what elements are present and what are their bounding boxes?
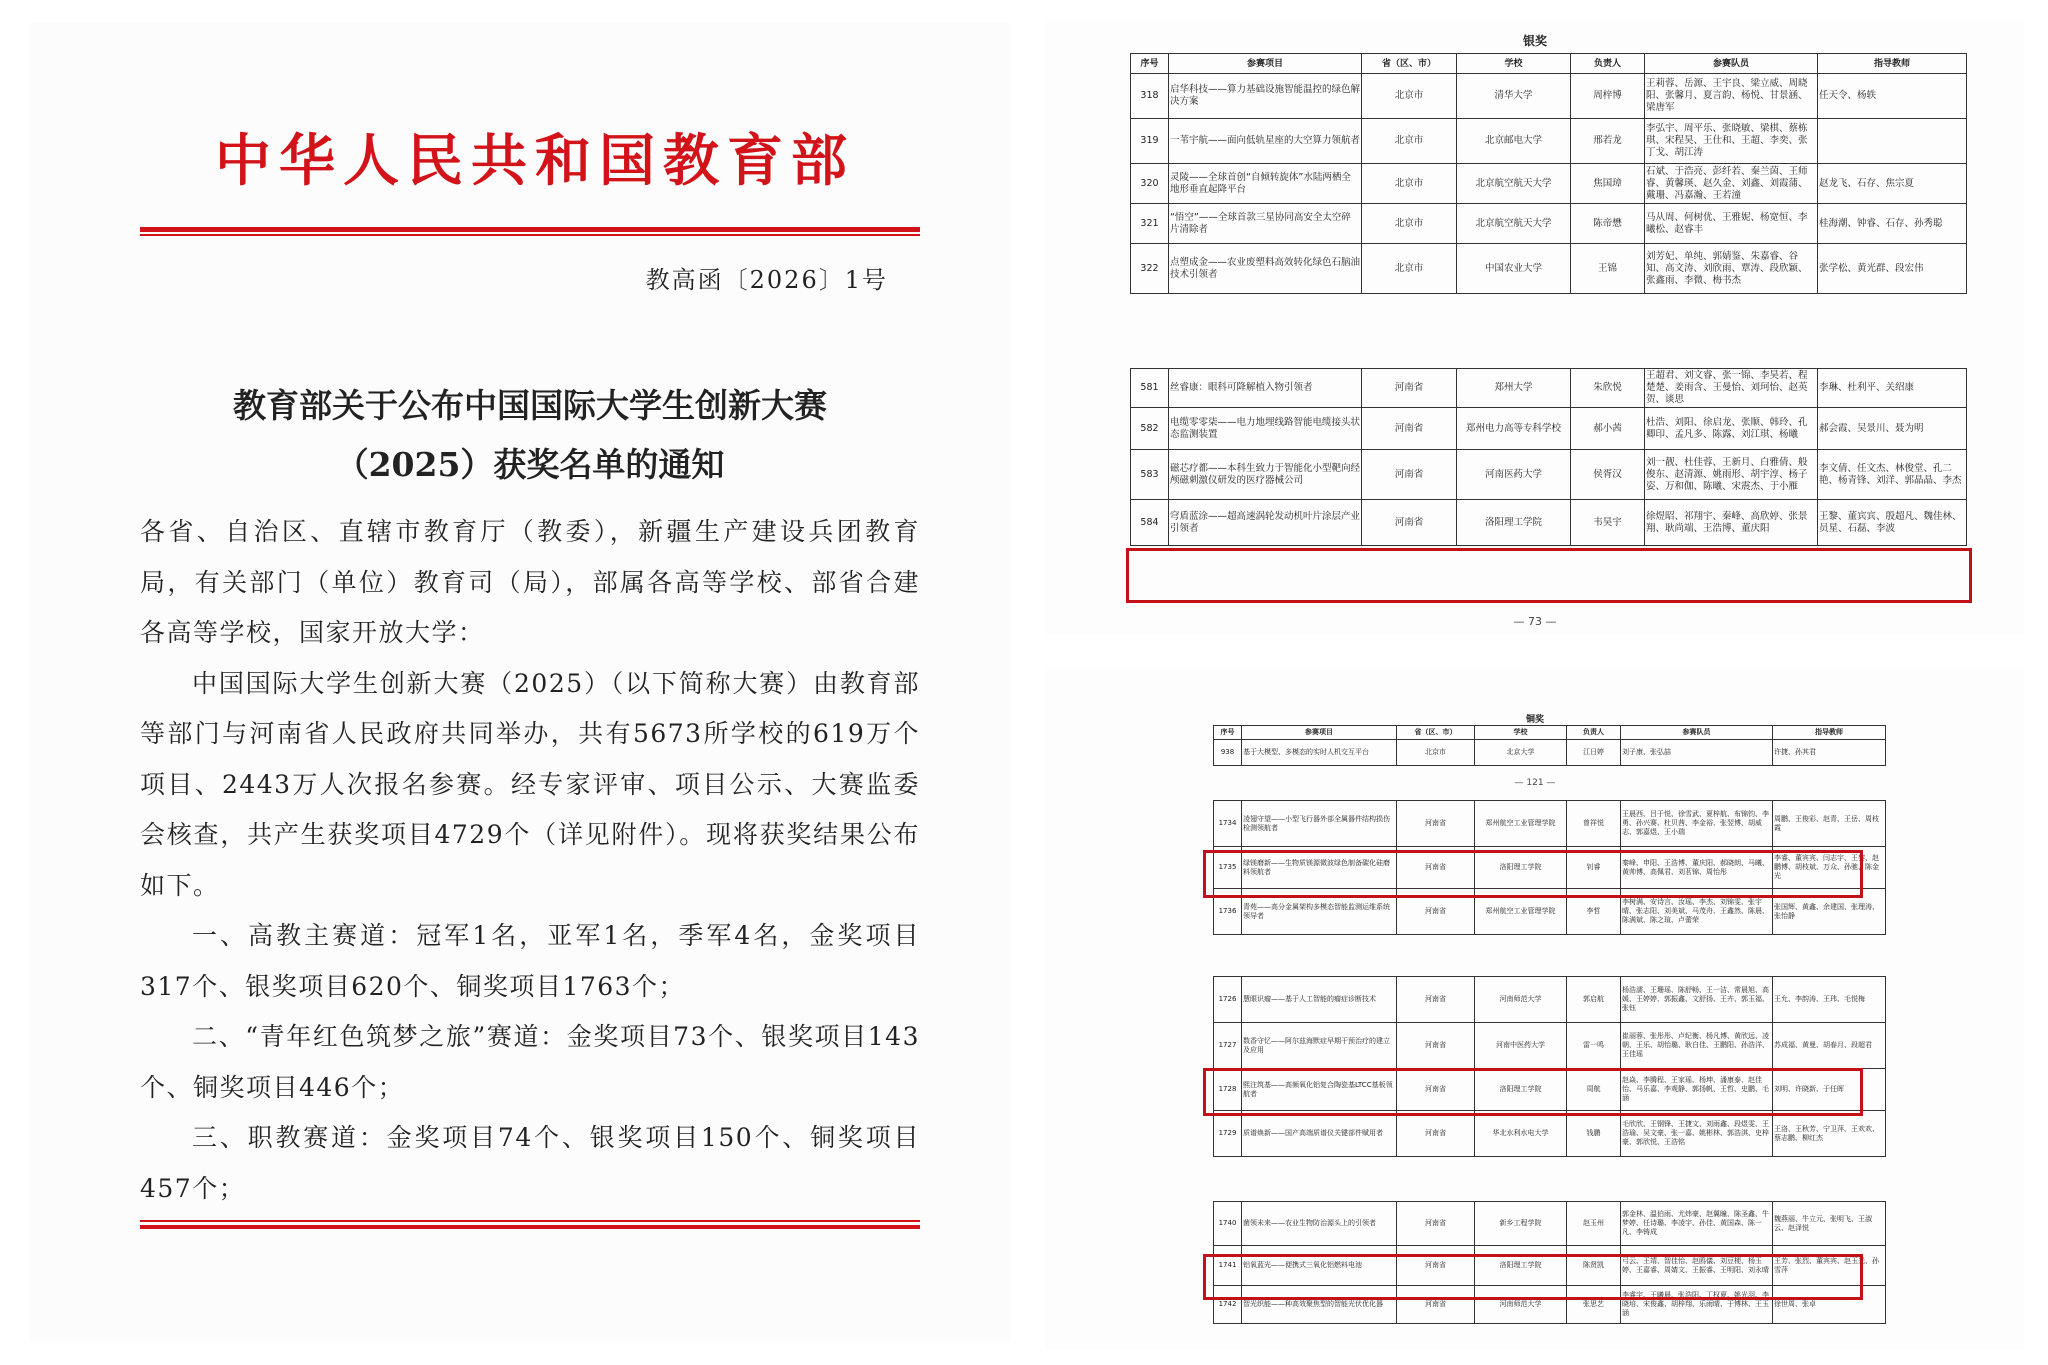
cell-members: 石斌、于浩亮、彭纤若、秦兰茵、王师睿、黄馨瑛、赵久金、刘鑫、刘霞蒲、戴珊、冯嘉瀚、王若潼 xyxy=(1645,164,1818,204)
cell-school: 河南师范大学 xyxy=(1475,1286,1567,1324)
cell-school: 北京邮电大学 xyxy=(1457,119,1571,164)
cell-members: 杨浩濡、王珊瑶、陈舒畅、王一洁、常晨旭、高媛、王婷婷、郭振鑫、文舒扬、王卉、郭玉福、张钰 xyxy=(1621,977,1773,1023)
cell-teachers: 王黎、董宾宾、殷超凡、魏佳林、员星、石磊、李波 xyxy=(1818,500,1967,546)
col-header: 参赛项目 xyxy=(1169,54,1362,74)
cell-teachers: 王洛、王秋芳、宁卫萍、王欢欢、蔡志鹏、柳红杰 xyxy=(1773,1111,1886,1157)
table-row xyxy=(1131,500,1967,546)
cell-leader: 张思艺 xyxy=(1567,1286,1621,1324)
cell-project: “悟空”——全球首款三星协同高安全太空碎片清除者 xyxy=(1169,204,1362,244)
cell-no: 583 xyxy=(1131,450,1169,500)
highlight-box-584 xyxy=(1126,548,1972,603)
cell-project: 点塑成金——农业废塑料高效转化绿色石脑油技术引领者 xyxy=(1169,244,1362,294)
cell-leader: 雷一鸣 xyxy=(1567,1023,1621,1069)
table-row xyxy=(1131,74,1967,119)
cell-province: 河南省 xyxy=(1397,1286,1475,1324)
cell-school: 北京航空航天大学 xyxy=(1457,164,1571,204)
cell-project: 灵陵——全球首创“自倾转旋体”水陆两栖全地形垂直起降平台 xyxy=(1169,164,1362,204)
cell-school: 洛阳理工学院 xyxy=(1475,1246,1567,1286)
cell-project: 电缆零零柒——电力地埋线路智能电缆接头状态监测装置 xyxy=(1169,408,1362,450)
cell-school: 郑州航空工业管理学院 xyxy=(1475,889,1567,935)
cell-leader: 朱欣悦 xyxy=(1571,369,1645,408)
cell-leader: 曾祥悦 xyxy=(1567,801,1621,847)
footer-red-rule xyxy=(140,1225,920,1229)
cell-province: 河南省 xyxy=(1362,450,1457,500)
result-item-3: 三、职教赛道：金奖项目74个、银奖项目150个、铜奖项目457个； xyxy=(140,1123,920,1203)
table-row xyxy=(1131,119,1967,164)
cell-members: 王莉蓉、岳源、王宇良、梁立威、周晓阳、张馨月、夏言韵、杨悦、甘景涵、梁唐军 xyxy=(1645,74,1818,119)
cell-leader: 韦昊宇 xyxy=(1571,500,1645,546)
cell-province: 河南省 xyxy=(1397,1246,1475,1286)
cell-school: 河南师范大学 xyxy=(1475,977,1567,1023)
cell-teachers: 张国辉、黄鑫、余建国、张理涛、张怡静 xyxy=(1773,889,1886,935)
table-row xyxy=(1131,204,1967,244)
table-row xyxy=(1214,977,1886,1023)
col-header: 负责人 xyxy=(1567,726,1621,740)
cell-members: 杜浩、刘阳、徐启龙、张顺、韩玲、孔卿印、孟凡多、陈露、刘江琪、杨曦 xyxy=(1645,408,1818,450)
cell-leader: 周航 xyxy=(1567,1069,1621,1111)
cell-no: 320 xyxy=(1131,164,1169,204)
cell-leader: 王锦 xyxy=(1571,244,1645,294)
table-row xyxy=(1131,450,1967,500)
cell-project: 智光织能——种高效聚焦型的智能光伏优化器 xyxy=(1242,1286,1397,1324)
cell-project: 丝睿康：眼科可降解植入物引领者 xyxy=(1169,369,1362,408)
cell-members: 刘芳妃、单纯、郭婧鉴、朱嘉睿、谷知、高文涛、刘欣雨、覃涛、段欣颖、张鑫雨、李微、梅书杰 xyxy=(1645,244,1818,294)
cell-no: 1727 xyxy=(1214,1023,1242,1069)
cell-leader: 郝小茜 xyxy=(1571,408,1645,450)
cell-teachers: 李睿、董宾宾、闫志宇、王黎、赵鹏博、胡枝斌、万众、孙驰、陈金光 xyxy=(1773,847,1886,889)
cell-province: 河南省 xyxy=(1397,801,1475,847)
cell-leader: 周梓博 xyxy=(1571,74,1645,119)
cell-no: 1726 xyxy=(1214,977,1242,1023)
cell-leader: 陈帝懋 xyxy=(1571,204,1645,244)
cell-project: 菌领未来——农业生物防治源头上的引领者 xyxy=(1242,1202,1397,1246)
cell-project: 绿镁磨新——生物质镁源微波绿色制备碳化硅磨料领航者 xyxy=(1242,847,1397,889)
cell-leader: 邢若龙 xyxy=(1571,119,1645,164)
cell-no: 1734 xyxy=(1214,801,1242,847)
cell-members: 毛欣欣、王钢锋、王捷文、刘雨鑫、段煜雯、王浩瑜、吴文豪、张一嘉、姚彬林、郭浩淇、史梓豪、郭欣悦、王浩铭 xyxy=(1621,1111,1773,1157)
cell-no: 584 xyxy=(1131,500,1169,546)
col-header: 学校 xyxy=(1475,726,1567,740)
cell-school: 清华大学 xyxy=(1457,74,1571,119)
cell-members: 赵焱、李腾程、王家瑶、杨坤、潘康泰、赵佳怡、马乐嘉、李观静、郭扬帆、王哲、史鹏、毛涵 xyxy=(1621,1069,1773,1111)
cell-leader: 郭启航 xyxy=(1567,977,1621,1023)
cell-school: 洛阳理工学院 xyxy=(1457,500,1571,546)
cell-teachers: 苏成福、黄曼、胡春月、段超君 xyxy=(1773,1023,1886,1069)
cell-school: 洛阳理工学院 xyxy=(1475,1069,1567,1111)
cell-leader: 侯胥汉 xyxy=(1571,450,1645,500)
cell-school: 郑州大学 xyxy=(1457,369,1571,408)
salutation: 各省、自治区、直辖市教育厅（教委），新疆生产建设兵团教育局，有关部门（单位）教育司（局），部属各高等学校、部省合建各高等学校，国家开放大学： xyxy=(140,517,920,647)
cell-province: 北京市 xyxy=(1362,204,1457,244)
cell-no: 319 xyxy=(1131,119,1169,164)
bronze-table-top xyxy=(1213,725,1886,766)
cell-teachers: 任天令、杨轶 xyxy=(1818,74,1967,119)
cell-province: 北京市 xyxy=(1362,164,1457,204)
table-row xyxy=(1214,1111,1886,1157)
cell-project: 凌翅守望——小型飞行器外部全属器件结构损伤检测领航者 xyxy=(1242,801,1397,847)
col-header: 指导教师 xyxy=(1818,54,1967,74)
cell-project: 穹盾蓝涂——超高速涡轮发动机叶片涂层产业引领者 xyxy=(1169,500,1362,546)
cell-teachers: 周鹏、王俊彩、赵青、王岳、周枝霞 xyxy=(1773,801,1886,847)
cell-no: 1741 xyxy=(1214,1246,1242,1286)
highlight-box-1735 xyxy=(1203,850,1863,898)
cell-province: 河南省 xyxy=(1397,1069,1475,1111)
cell-teachers: 桂海潮、钟睿、石存、孙秀聪 xyxy=(1818,204,1967,244)
cell-teachers: 赵龙飞、石存、焦宗夏 xyxy=(1818,164,1967,204)
cell-school: 洛阳理工学院 xyxy=(1475,847,1567,889)
notice-title-line1: 教育部关于公布中国国际大学生创新大赛 xyxy=(233,386,827,425)
cell-province: 河南省 xyxy=(1397,1023,1475,1069)
table-row xyxy=(1131,408,1967,450)
bronze-page-number: — 121 — xyxy=(1514,778,1556,788)
cell-teachers: 张学松、黄光群、段宏伟 xyxy=(1818,244,1967,294)
cell-province: 河南省 xyxy=(1362,369,1457,408)
bronze-group2-body xyxy=(1214,977,1886,1157)
cell-members: 李弘宇、周平乐、张晓敏、梁棋、蔡栋琪、宋程昊、王仕和、王超、李奕、张丁戈、胡江涛 xyxy=(1645,119,1818,164)
cell-leader: 焦国璋 xyxy=(1571,164,1645,204)
silver-caption: 银奖 xyxy=(1522,34,1547,48)
cell-members: 王晨西、吕于悦、徐雪武、夏梓航、布锦钧、李勇、孙兴赛、杜贝茜、李金裕、张翌博、胡威志、郭嘉煜、王小瑞 xyxy=(1621,801,1773,847)
col-header: 参赛队员 xyxy=(1645,54,1818,74)
cell-project: 青苑——高分金属架构多模态智能监测运维系统领导者 xyxy=(1242,889,1397,935)
cell-teachers: 王允、李韵涛、王玮、毛悦梅 xyxy=(1773,977,1886,1023)
silver-table-b xyxy=(1130,368,1967,546)
cell-members: 弓云、王靖、智佳怡、赵鸥儀、刘豆梗、杨玉婷、王嘉睿、周婧文、王振睿、王明阳、刘永晴 xyxy=(1621,1246,1773,1286)
col-header: 指导教师 xyxy=(1773,726,1886,740)
cell-province: 河南省 xyxy=(1397,1111,1475,1157)
cell-no: 1735 xyxy=(1214,847,1242,889)
cell-province: 北京市 xyxy=(1362,74,1457,119)
cell-project: 熙注筑基——高频氧化铝复合陶瓷基LTCC基板领航者 xyxy=(1242,1069,1397,1111)
cell-no: 1740 xyxy=(1214,1202,1242,1246)
cell-project: 慧眼识瘤——基于人工智能的瘤症诊断技术 xyxy=(1242,977,1397,1023)
cell-teachers: 许捷、孙其君 xyxy=(1773,740,1886,766)
highlight-box-1741 xyxy=(1203,1254,1863,1300)
bronze-award-page xyxy=(1045,668,2025,1350)
cell-leader: 钱鹏 xyxy=(1567,1111,1621,1157)
silver-b-body xyxy=(1131,369,1967,546)
cell-members: 郭金林、温伯雨、尤炜豪、赵翼瞳、陈圣鑫、牛梦婷、任诗璐、李凌宇、孙佳、黄国森、陈一凡、李铸成 xyxy=(1621,1202,1773,1246)
col-header: 学校 xyxy=(1457,54,1571,74)
cell-project: 基于大模型、多模态的实时人机交互平台 xyxy=(1242,740,1397,766)
cell-teachers xyxy=(1818,119,1967,164)
col-header: 省（区、市） xyxy=(1397,726,1475,740)
table-row xyxy=(1131,369,1967,408)
silver-award-page xyxy=(1045,20,2025,635)
cell-school: 北京大学 xyxy=(1475,740,1567,766)
cell-project: 磁芯疗都——本科生致力于智能化小型靶向经颅磁刺激仪研发的医疗器械公司 xyxy=(1169,450,1362,500)
cell-project: 一苇宇航——面向低轨星座的大空算力领航者 xyxy=(1169,119,1362,164)
cell-school: 中国农业大学 xyxy=(1457,244,1571,294)
table-row xyxy=(1214,1202,1886,1246)
cell-members: 马从周、何树优、王雅妮、杨宽恒、李曦松、赵睿丰 xyxy=(1645,204,1818,244)
cell-leader: 李哲 xyxy=(1567,889,1621,935)
ministry-header: 中华人民共和国教育部 xyxy=(215,128,855,194)
cell-members: 崔丽蓉、张彤彤、卢纪衡、杨凡博、黄欣远、凌朝、王乐、胡怡璐、耿白佳、王鹏阳、孙浩洋、王佳瑶 xyxy=(1621,1023,1773,1069)
col-header: 省（区、市） xyxy=(1362,54,1457,74)
table-row xyxy=(1131,244,1967,294)
cell-teachers: 刘明、许晓新、于任晖 xyxy=(1773,1069,1886,1111)
cell-teachers: 李文倩、任文杰、林俊堂、孔二艳、杨青锋、刘洋、郭晶晶、李杰 xyxy=(1818,450,1967,500)
cell-school: 河南中医药大学 xyxy=(1475,1023,1567,1069)
col-header: 参赛项目 xyxy=(1242,726,1397,740)
cell-leader: 钊睿 xyxy=(1567,847,1621,889)
silver-page-number: — 73 — xyxy=(1513,615,1557,628)
cell-no: 1728 xyxy=(1214,1069,1242,1111)
table-row xyxy=(1214,740,1886,766)
cell-no: 1729 xyxy=(1214,1111,1242,1157)
result-item-1: 一、高教主赛道：冠军1名，亚军1名，季军4名，金奖项目317个、银奖项目620个、铜奖项目1763个； xyxy=(140,921,920,1001)
cell-no: 321 xyxy=(1131,204,1169,244)
notice-title-line2: （2025）获奖名单的通知 xyxy=(335,445,725,484)
letter-body xyxy=(140,507,920,1214)
cell-no: 1736 xyxy=(1214,889,1242,935)
cell-province: 北京市 xyxy=(1397,740,1475,766)
cell-province: 河南省 xyxy=(1397,847,1475,889)
cell-no: 581 xyxy=(1131,369,1169,408)
bronze-table-group2 xyxy=(1213,976,1886,1157)
cell-school: 新乡工程学院 xyxy=(1475,1202,1567,1246)
cell-no: 322 xyxy=(1131,244,1169,294)
cell-project: 质谱焕新——国产高端质谱仪关键部件赋用者 xyxy=(1242,1111,1397,1157)
header-red-rule-thin xyxy=(140,234,920,236)
cell-province: 河南省 xyxy=(1362,500,1457,546)
col-header: 负责人 xyxy=(1571,54,1645,74)
cell-school: 北京航空航天大学 xyxy=(1457,204,1571,244)
cell-teachers: 王芳、张烈、董宾宾、赵玉光、孙雪萍 xyxy=(1773,1246,1886,1286)
bronze-caption: 铜奖 xyxy=(1525,715,1544,725)
official-letter-page xyxy=(30,22,1010,1342)
cell-members: 李树满、安诗言、汝瑶、李杰、刘锦雯、张宇晴、张志阳、刘美斌、马茂舟、王鑫然、陈晨、陈满斌、陈之瑄、卢蕾荣 xyxy=(1621,889,1773,935)
table-row xyxy=(1214,801,1886,847)
cell-members: 李睿宇、王曦晨、张浩阳、丁权夏、姚光羽、李晓培、宋俊鑫、胡梓翔、乐雨晴、于博林、王玉涵 xyxy=(1621,1286,1773,1324)
cell-members: 秦峰、申阳、王浩博、董庆阳、郝晓朗、马曦、黄帅博、高佩君、刘茗锦、周怡彤 xyxy=(1621,847,1773,889)
cell-project: 启华科技——算力基础设施智能温控的绿色解决方案 xyxy=(1169,74,1362,119)
cell-teachers: 郝会霞、吴景川、聂为明 xyxy=(1818,408,1967,450)
table-row xyxy=(1131,164,1967,204)
document-number: 教高函〔2026〕1号 xyxy=(645,266,888,294)
highlight-box-1728 xyxy=(1203,1068,1863,1116)
table-row xyxy=(1214,1023,1886,1069)
cell-province: 北京市 xyxy=(1362,119,1457,164)
cell-members: 王超君、刘文睿、张一锦、李昊若、程楚楚、姜雨含、王曼怡、刘珂怡、赵英贺、谈思 xyxy=(1645,369,1818,408)
result-item-2: 二、“青年红色筑梦之旅”赛道：金奖项目73个、银奖项目143个、铜奖项目446个； xyxy=(140,1022,920,1102)
cell-teachers: 魏燕丽、牛立元、张明飞、王淑云、赵泽悦 xyxy=(1773,1202,1886,1246)
cell-leader: 陈贤凯 xyxy=(1567,1246,1621,1286)
cell-school: 郑州电力高等专科学校 xyxy=(1457,408,1571,450)
header-red-rule xyxy=(140,227,920,232)
col-header: 序号 xyxy=(1214,726,1242,740)
body-paragraph: 中国国际大学生创新大赛（2025）（以下简称大赛）由教育部等部门与河南省人民政府共同举办，共有5673所学校的619万个项目、2443万人次报名参赛。经专家评审、项目公示、大赛监委会核查，共产生获奖项目4729个（详见附件）。现将获奖结果公布如下。 xyxy=(140,668,920,900)
cell-province: 河南省 xyxy=(1362,408,1457,450)
footer-red-rule-thin xyxy=(140,1220,920,1222)
cell-members: 徐煜昭、祁翔宇、秦峰、高欣婷、张景翔、耿尚端、王浩博、董庆阳 xyxy=(1645,500,1818,546)
cell-teachers: 徐世周、张卓 xyxy=(1773,1286,1886,1324)
cell-leader: 江日婷 xyxy=(1567,740,1621,766)
cell-members: 刘一靓、杜佳蓉、王新月、白雅倩、般俊东、赵清源、姚雨形、胡宇淳、杨子姿、万和伽、陈曦、宋震杰、于小雁 xyxy=(1645,450,1818,500)
cell-school: 华北水利水电大学 xyxy=(1475,1111,1567,1157)
cell-no: 1742 xyxy=(1214,1286,1242,1324)
cell-province: 北京市 xyxy=(1362,244,1457,294)
cell-project: 铝氧蓝光——便携式三氧化铝燃料电池 xyxy=(1242,1246,1397,1286)
cell-no: 318 xyxy=(1131,74,1169,119)
cell-school: 河南医药大学 xyxy=(1457,450,1571,500)
cell-school: 郑州航空工业管理学院 xyxy=(1475,801,1567,847)
cell-project: 数香守忆——阿尔兹海默症早期干预治疗的建立及应用 xyxy=(1242,1023,1397,1069)
cell-province: 河南省 xyxy=(1397,977,1475,1023)
cell-province: 河南省 xyxy=(1397,889,1475,935)
col-header: 参赛队员 xyxy=(1621,726,1773,740)
silver-a-body xyxy=(1131,74,1967,294)
cell-members: 刘子康、张弘喆 xyxy=(1621,740,1773,766)
cell-leader: 赵玉州 xyxy=(1567,1202,1621,1246)
cell-teachers: 李琳、杜利平、关绍康 xyxy=(1818,369,1967,408)
col-header: 序号 xyxy=(1131,54,1169,74)
cell-province: 河南省 xyxy=(1397,1202,1475,1246)
cell-no: 582 xyxy=(1131,408,1169,450)
cell-no: 938 xyxy=(1214,740,1242,766)
silver-table-a xyxy=(1130,53,1967,294)
